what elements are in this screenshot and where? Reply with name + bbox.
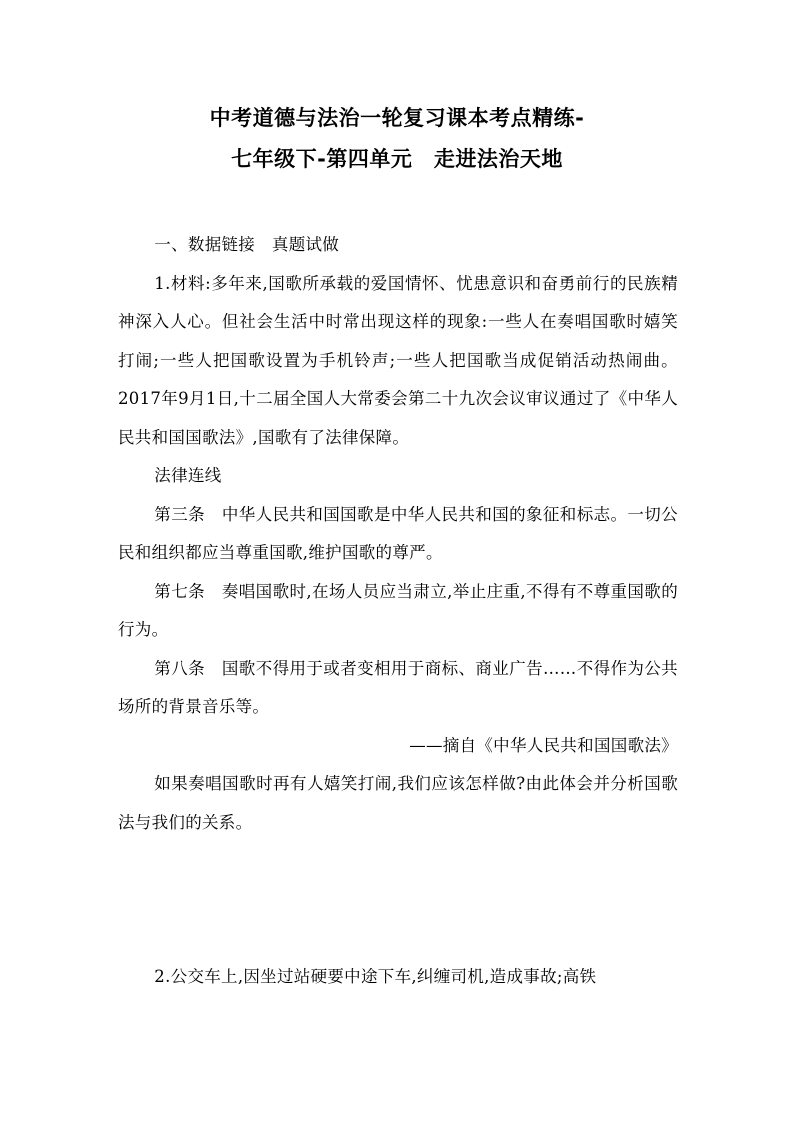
question1-material: 1.材料:多年来,国歌所承载的爱国情怀、忧患意识和奋勇前行的民族精神深入人心。但社会生活中时常出现这样的现象:一些人在奏唱国歌时嬉笑打闹;一些人把国歌设置为手机铃声;一些人把国歌当成促销活动热闹曲。2017年9月1日,十二届全国人大常委会第二十九次会议审议通过了《中华人民共和国国歌法》,国歌有了法律保障。 bbox=[118, 273, 678, 447]
law-link-heading: 法律连线 bbox=[154, 466, 222, 485]
answer-space bbox=[118, 842, 678, 958]
question2-start: 2.公交车上,因坐过站硬要中途下车,纠缠司机,造成事故;高铁 bbox=[154, 967, 597, 986]
document-title-line2: 七年级下-第四单元 走进法治天地 bbox=[231, 147, 563, 171]
source-citation: ——摘自《中华人民共和国国歌法》 bbox=[409, 735, 678, 755]
section-heading: 一、数据链接 真题试做 bbox=[154, 235, 340, 254]
document-title-line1: 中考道德与法治一轮复习课本考点精练- bbox=[209, 106, 585, 130]
article-7-paragraph: 第七条 奏唱国歌时,在场人员应当肃立,举止庄重,不得有不尊重国歌的行为。 bbox=[118, 581, 678, 639]
question1-prompt: 如果奏唱国歌时再有人嬉笑打闹,我们应该怎样做?由此体会并分析国歌法与我们的关系。 bbox=[118, 774, 678, 832]
document-body bbox=[118, 226, 678, 997]
article-8-paragraph: 第八条 国歌不得用于或者变相用于商标、商业广告……不得作为公共场所的背景音乐等。 bbox=[118, 658, 678, 716]
article-3-paragraph: 第三条 中华人民共和国国歌是中华人民共和国的象征和标志。一切公民和组织都应当尊重国歌,维护国歌的尊严。 bbox=[118, 504, 678, 562]
